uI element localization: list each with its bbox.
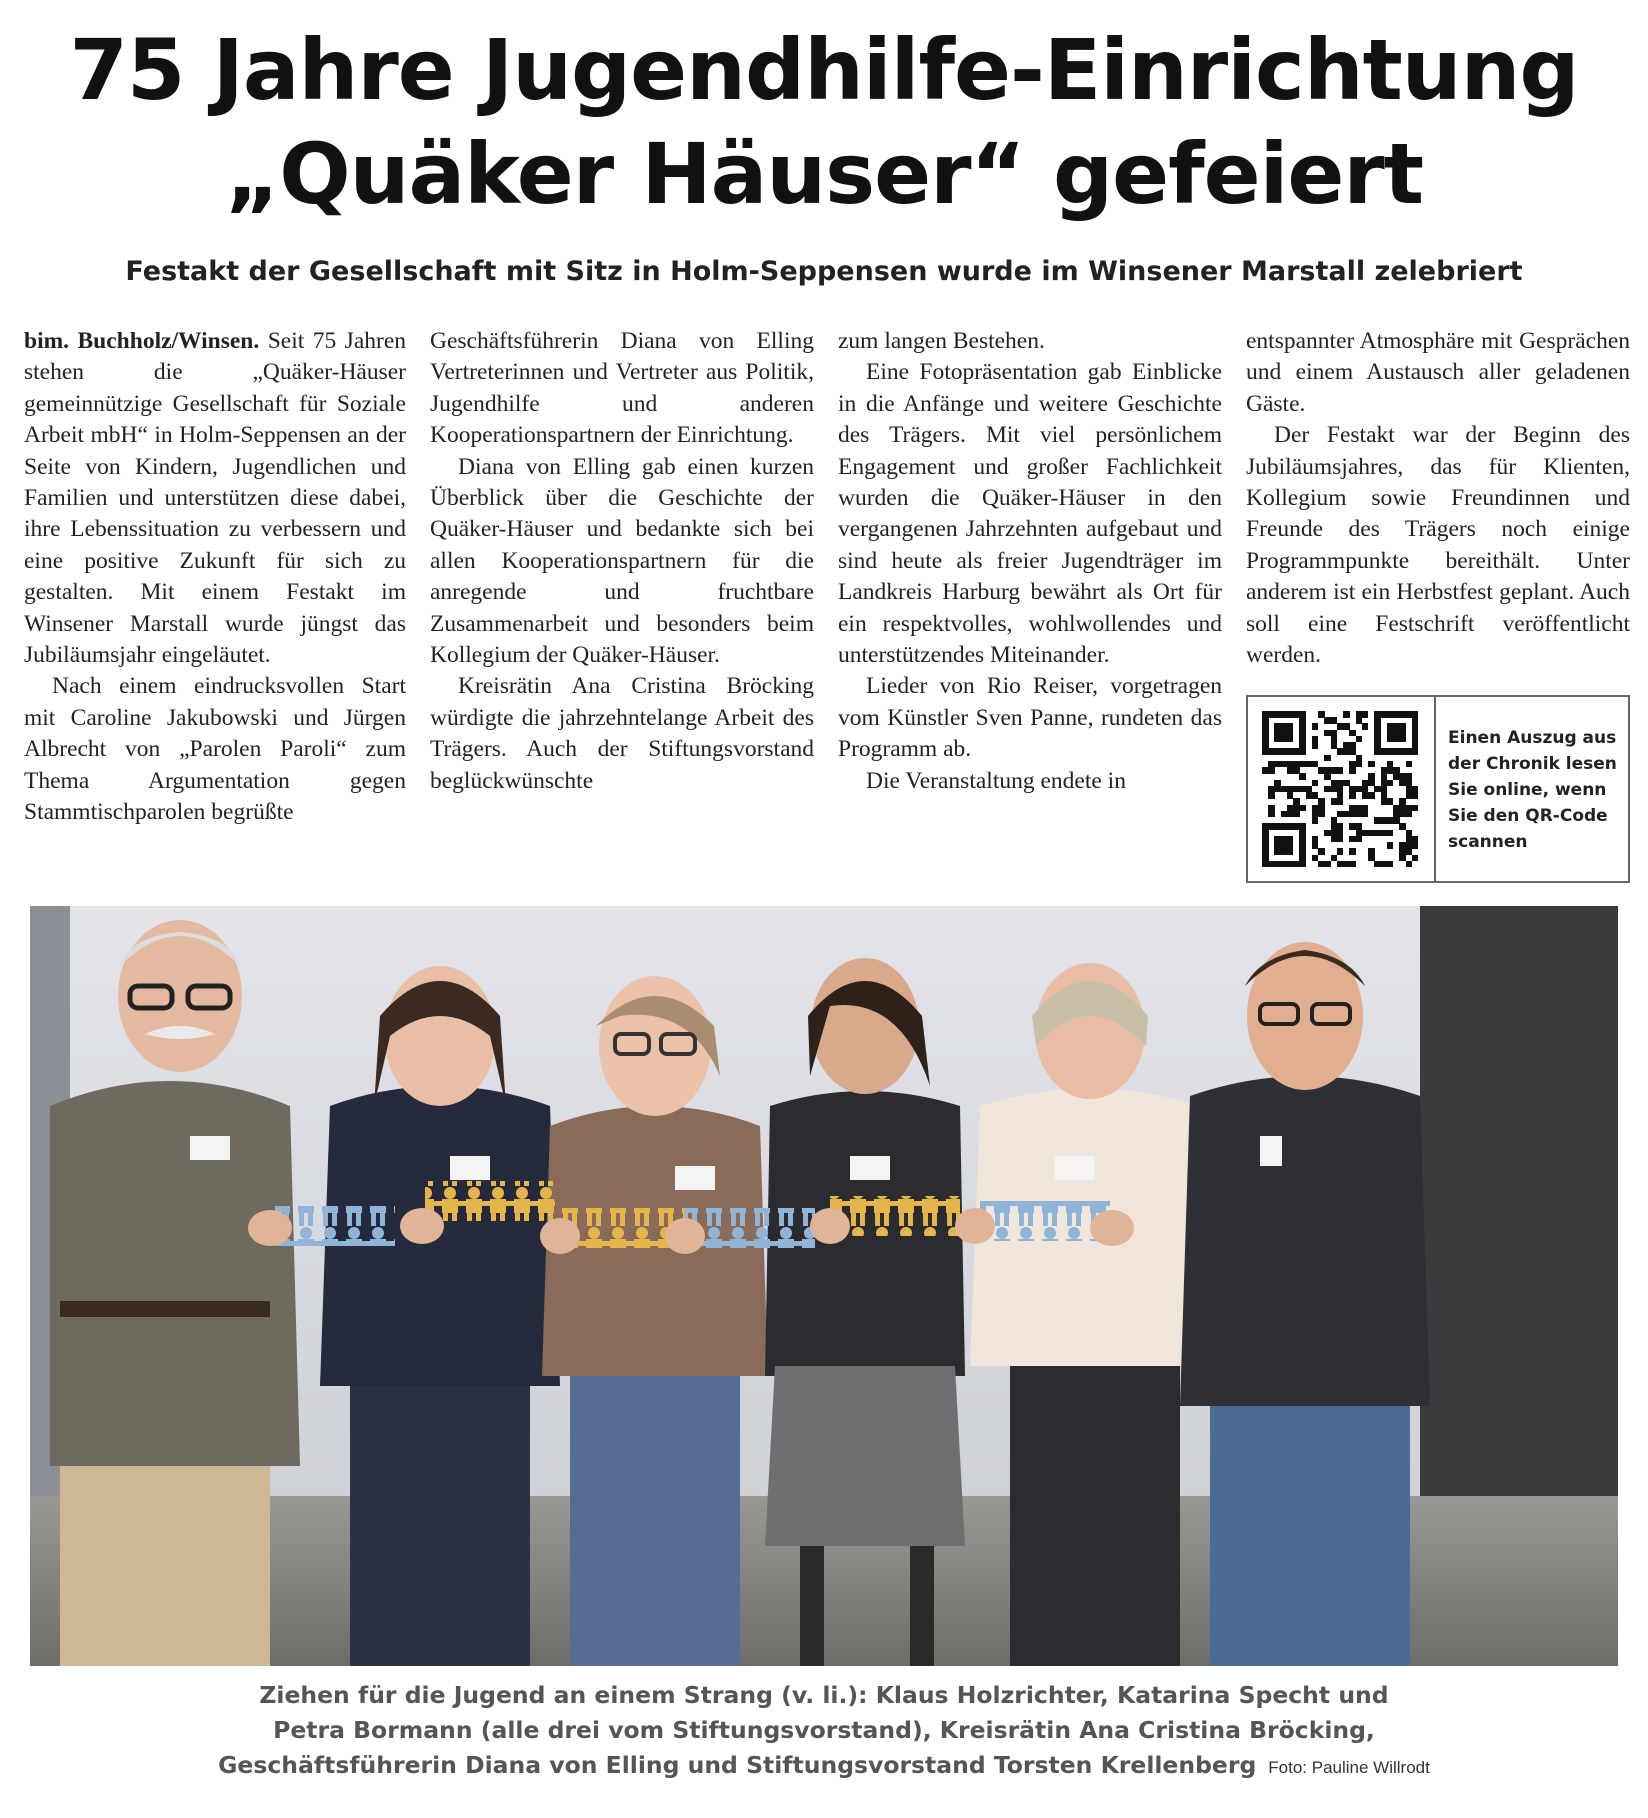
photo-caption — [0, 1678, 1648, 1785]
caption-line: Petra Bormann (alle drei vom Stiftungsvorstand), Kreisrätin Ana Cristina Bröcking, — [273, 1716, 1375, 1744]
article-paragraph: Kreisrätin Ana Cristina Bröcking würdigte die jahrzehntelange Arbeit des Trägers. Auch der Stiftungsvorstand beglückwünschte — [430, 673, 814, 794]
qr-text-line: Einen Auszug aus — [1448, 728, 1617, 748]
qr-module — [1356, 836, 1363, 843]
qr-module — [1299, 748, 1306, 755]
qr-module — [1412, 805, 1419, 812]
paragraph-text: Seit 75 Jahren stehen die „Quäker-Häuser gemeinnützige Gesellschaft für Soziale Arbeit mbH“ in Holm-Seppensen an der Seite von Kindern, Jugendlichen und Familien und unterstützen diese dabei, ihre Lebenssituation zu verbessern und eine positive Zukunft für sich zu gestalten. Mit einem Festakt im Winsener Marstall wurde jüngst das Jubiläumsjahr eingeläutet. — [24, 328, 406, 669]
qr-module — [1362, 811, 1369, 818]
qr-module — [1368, 792, 1375, 799]
qr-module — [1299, 773, 1306, 780]
qr-module — [1337, 836, 1344, 843]
caption-line-last — [0, 1748, 1648, 1785]
qr-module — [1412, 748, 1419, 755]
qr-text-line: der Chronik lesen — [1448, 754, 1617, 774]
qr-module — [1312, 780, 1319, 787]
subheadline: Festakt der Gesellschaft mit Sitz in Holm-Seppensen wurde im Winsener Marstall zelebriert — [125, 256, 1523, 287]
qr-module — [1349, 861, 1356, 868]
article-paragraph: zum langen Bestehen. — [838, 328, 1045, 354]
divider — [1434, 697, 1436, 881]
caption-text: Geschäftsführerin Diana von Elling und Stiftungsvorstand Torsten Krellenberg — [218, 1751, 1257, 1779]
qr-module — [1412, 842, 1419, 849]
qr-info-text — [1448, 725, 1618, 855]
article-paragraph: Die Veranstaltung endete in — [866, 767, 1126, 794]
article-paragraph: Der Festakt war der Beginn des Jubiläumsjahres, das für Klienten, Kollegium sowie Freundinnen und Freunde des Trägers noch einige Programmpunkte bereithält. Unter anderem ist ein Herbstfest geplant. Auch soll eine Festschrift veröffentlicht werden. — [1246, 422, 1630, 669]
qr-module — [1387, 842, 1394, 849]
qr-module — [1412, 855, 1419, 862]
group-photo-illustration — [30, 906, 1618, 1666]
qr-text-line: Sie online, wenn — [1448, 780, 1607, 800]
article-paragraph: Nach einem eindrucksvollen Start mit Caroline Jakubowski und Jürgen Albrecht von „Parolen Paroli“ zum Thema Argumentation gegen Stammtischparolen begrüßte — [24, 673, 406, 826]
qr-module — [1349, 767, 1356, 774]
qr-module — [1324, 755, 1331, 762]
qr-module — [1412, 792, 1419, 799]
qr-module — [1312, 723, 1319, 730]
qr-module — [1318, 848, 1325, 855]
article-paragraph: entspannter Atmosphäre mit Gesprächen und einem Austausch aller geladenen Gäste. — [1246, 328, 1630, 417]
qr-module — [1268, 767, 1275, 774]
qr-module — [1349, 848, 1356, 855]
qr-module — [1268, 811, 1275, 818]
qr-module — [1324, 861, 1331, 868]
qr-module — [1406, 811, 1413, 818]
qr-module — [1287, 736, 1294, 743]
article-paragraph — [24, 326, 406, 671]
article-paragraph: Geschäftsführerin Diana von Elling Vertreterinnen und Vertreter aus Politik, Jugendhilfe und anderen Kooperationspartnern der Einrichtung. — [430, 328, 814, 449]
qr-module — [1406, 761, 1413, 768]
qr-text-line: scannen — [1448, 832, 1528, 852]
qr-module — [1337, 848, 1344, 855]
article-paragraph: Eine Fotopräsentation gab Einblicke in die Anfänge und weitere Geschichte des Trägers. Mit viel persönlichem Engagement und großer Fachlichkeit wurden die Quäker-Häuser in den vergangenen Jahrzehnten aufgebaut und sind heute als freier Jugendträger im Landkreis Harburg bewährt als Ort für ein respektvolles, wohlwollendes und unterstützendes Miteinander. — [838, 359, 1222, 669]
qr-module — [1337, 767, 1344, 774]
qr-module — [1356, 736, 1363, 743]
qr-module — [1406, 861, 1413, 868]
headline-line-1: 75 Jahre Jugendhilfe-Einrichtung — [69, 21, 1579, 119]
qr-module — [1318, 811, 1325, 818]
qr-module — [1387, 861, 1394, 868]
qr-code[interactable] — [1262, 711, 1418, 867]
group-photo — [30, 906, 1618, 1666]
qr-module — [1349, 792, 1356, 799]
photo-credit: Foto: Pauline Willrodt — [1268, 1758, 1430, 1777]
article-paragraph: Lieder von Rio Reiser, vorgetragen vom Künstler Sven Panne, rundeten das Programm ab. — [838, 673, 1222, 763]
qr-module — [1343, 711, 1350, 718]
article-column-2 — [430, 326, 814, 866]
qr-module — [1312, 817, 1319, 824]
article-column-1 — [24, 326, 406, 866]
article-column-3 — [838, 326, 1222, 866]
article-paragraph: Diana von Elling gab einen kurzen Überblick über die Geschichte der Quäker-Häuser und bedankte sich bei allen Kooperationspartnern für die anregende und fruchtbare Zusammenarbeit und besonders beim Kollegium der Quäker-Häuser. — [430, 453, 814, 669]
qr-module — [1356, 761, 1363, 768]
qr-module — [1362, 723, 1369, 730]
qr-module — [1387, 780, 1394, 787]
qr-module — [1312, 742, 1319, 749]
headline — [0, 18, 1648, 226]
dateline: bim. Buchholz/Winsen. — [24, 328, 260, 354]
qr-info-box — [1246, 695, 1630, 883]
qr-module — [1268, 792, 1275, 799]
caption-line: Ziehen für die Jugend an einem Strang (v. li.): Klaus Holzrichter, Katarina Specht und — [259, 1681, 1389, 1709]
article-column-4 — [1246, 326, 1630, 676]
qr-text-line: Sie den QR-Code — [1448, 806, 1608, 826]
qr-module — [1293, 811, 1300, 818]
qr-module — [1368, 761, 1375, 768]
qr-module — [1299, 805, 1306, 812]
qr-module — [1287, 848, 1294, 855]
qr-module — [1362, 711, 1369, 718]
headline-line-2: „Quäker Häuser“ gefeiert — [225, 125, 1423, 223]
qr-module — [1337, 798, 1344, 805]
qr-module — [1387, 830, 1394, 837]
qr-module — [1399, 736, 1406, 743]
qr-module — [1299, 861, 1306, 868]
